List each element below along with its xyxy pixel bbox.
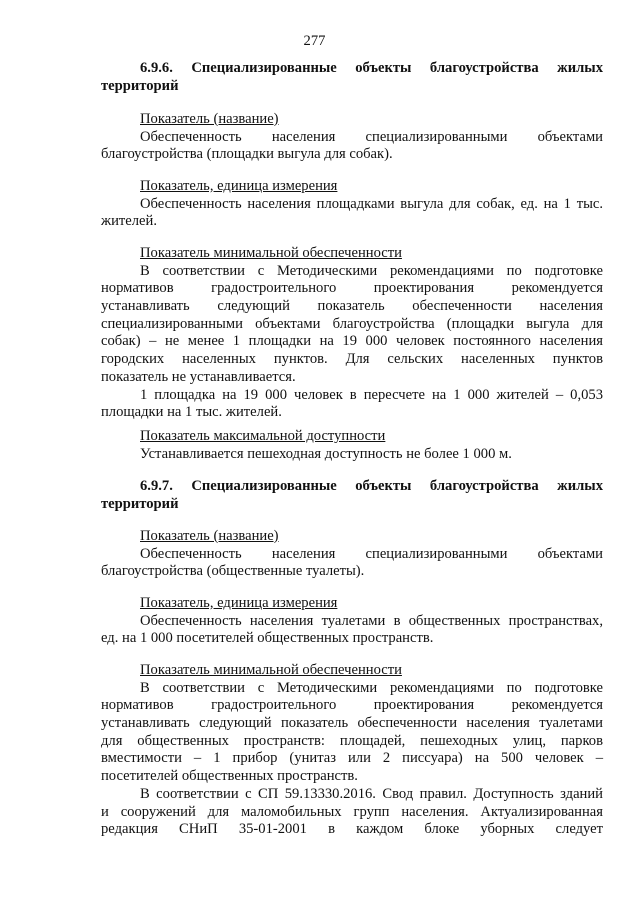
heading-line: 6.9.7. Специализированные объекты благоустройства жилых (140, 478, 603, 494)
indicator-label: Показатель максимальной доступности (140, 428, 386, 444)
indicator-name-block (101, 111, 603, 164)
paragraph-line: городских населенных пунктов. Для сельских населенных пунктов (101, 351, 603, 368)
paragraph-line: 1 площадка на 19 000 человек в пересчете на 1 000 жителей – 0,053 (140, 386, 603, 403)
indicator-min-block (101, 662, 603, 839)
indicator-name-block (101, 528, 603, 581)
indicator-unit-block (101, 178, 603, 231)
paragraph-line: для общественных пространств: площадей, пешеходных улиц, парков (101, 732, 603, 749)
paragraph-line: Обеспеченность населения специализированными объектами (140, 545, 603, 562)
page-number: 277 (303, 33, 326, 49)
indicator-label: Показатель, единица измерения (140, 595, 338, 611)
paragraph-line: и сооружений для маломобильных групп населения. Актуализированная (101, 803, 603, 820)
indicator-label: Показатель, единица измерения (140, 178, 338, 194)
indicator-label: Показатель минимальной обеспеченности (140, 245, 402, 261)
paragraph-line: редакция СНиП 35-01-2001 в каждом блоке уборных следует (101, 821, 603, 838)
indicator-label: Показатель (название) (140, 528, 279, 544)
paragraph-line: нормативов градостроительного проектирования рекомендуется (101, 697, 603, 714)
paragraph-line: площадки на 1 тыс. жителей. (101, 404, 282, 421)
paragraph-line: собак) – не менее 1 площадки на 19 000 человек постоянного населения (101, 333, 603, 350)
indicator-min-block (101, 245, 603, 422)
paragraph-line: устанавливать следующий показатель обеспеченности населения (101, 298, 603, 315)
paragraph-line: посетителей общественных пространств. (101, 768, 358, 785)
section-heading (101, 60, 603, 95)
indicator-label: Показатель минимальной обеспеченности (140, 662, 402, 678)
paragraph-line: вместимости – 1 прибор (унитаз или 2 писсуара) на 500 человек – (101, 750, 603, 767)
heading-line: 6.9.6. Специализированные объекты благоустройства жилых (140, 60, 603, 76)
indicator-label: Показатель (название) (140, 111, 279, 127)
indicator-max-block (101, 428, 603, 463)
paragraph-line: ед. на 1 000 посетителей общественных пространств. (101, 630, 434, 647)
section-heading (101, 478, 603, 513)
paragraph-line: Обеспеченность населения специализированными объектами (140, 128, 603, 145)
paragraph-line: В соответствии с СП 59.13330.2016. Свод правил. Доступность зданий (140, 785, 603, 802)
paragraph-line: показатель не устанавливается. (101, 368, 296, 385)
paragraph-line: устанавливать следующий показатель обеспеченности населения туалетами (101, 715, 603, 732)
heading-line: территорий (101, 495, 179, 512)
indicator-unit-block (101, 595, 603, 648)
paragraph-line: нормативов градостроительного проектирования рекомендуется (101, 280, 603, 297)
paragraph-line: благоустройства (площадки выгула для собак). (101, 146, 393, 163)
paragraph-line: специализированными объектами благоустройства (площадки выгула для (101, 315, 603, 332)
paragraph-line: Обеспеченность населения туалетами в общественных пространствах, (140, 612, 603, 629)
paragraph-line: благоустройства (общественные туалеты). (101, 563, 365, 580)
heading-line: территорий (101, 77, 179, 94)
paragraph-line: В соответствии с Методическими рекомендациями по подготовке (140, 679, 603, 696)
paragraph-line: Устанавливается пешеходная доступность не более 1 000 м. (140, 445, 512, 462)
paragraph-line: В соответствии с Методическими рекомендациями по подготовке (140, 262, 603, 279)
paragraph-line: Обеспеченность населения площадками выгула для собак, ед. на 1 тыс. (140, 195, 603, 212)
paragraph-line: жителей. (101, 213, 157, 230)
